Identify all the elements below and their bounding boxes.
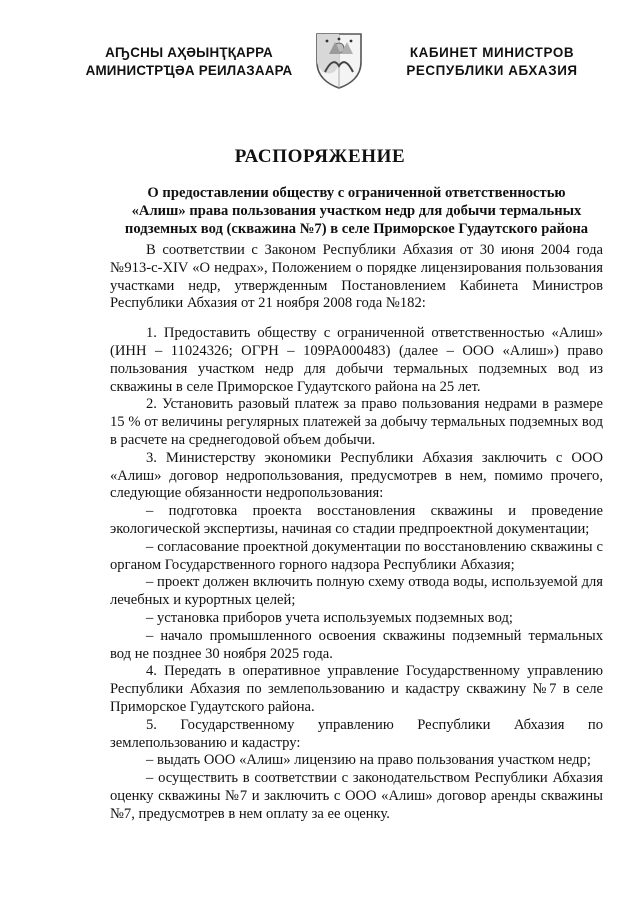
item-3-dash-1: – подготовка проекта восстановления скважины и проведение экологической экспертизы, начиная со стадии предпроектной документации; (110, 503, 603, 537)
subject-line: подземных вод (скважина №7) в селе Приморское Гудаутского района (124, 221, 589, 237)
item-3-dash-5: – начало промышленного освоения скважины подземный термальных вод не позднее 30 ноября 2025 года. (110, 627, 603, 662)
item-1-paragraph: 1. Предоставить обществу с ограниченной ответственностью «Алиш» (ИНН – 11024326; ОГРН – 109РА000483) (далее – ООО «Алиш») право пользования участком недр для добычи термальных подземных вод из скважины в селе Приморское Гудаутского района на 25 лет. (110, 325, 603, 395)
item-3-dash-3: – проект должен включить полную схему отвода воды, используемой для лечебных и курортных целей; (110, 574, 603, 609)
header-left (84, 44, 294, 80)
header-right (392, 44, 592, 80)
header-right-line2: РЕСПУБЛИКИ АБХАЗИЯ (406, 63, 578, 78)
item-4-paragraph: 4. Передать в оперативное управление Государственному управлению Республики Абхазия по землепользованию и кадастру скважину №7 в селе Приморское Гудаутского района. (110, 663, 603, 715)
document-body (110, 242, 603, 824)
item-3-dash-2: – согласование проектной документации по восстановлению скважины с органом Государственного горного надзора Республики Абхазия; (110, 538, 603, 573)
item-3-paragraph: 3. Министерству экономики Республики Абхазия заключить с ООО «Алиш» договор недропользования, предусмотрев в нем, помимо прочего, следующие обязанности недропользования: (110, 449, 603, 502)
item-5-dash-1: – выдать ООО «Алиш» лицензию на право пользования участком недр; (146, 752, 591, 769)
coat-of-arms-icon (315, 32, 363, 90)
document-subject (110, 184, 603, 238)
header-left-line1: АҦСНЫ АҲӘЫНҬҚАРРА (105, 45, 273, 60)
item-5-dash-2: – осуществить в соответствии с законодательством Республики Абхазия оценку скважины №7 и заключить с ООО «Алиш» договор аренды скважины №7, предусмотрев в нем оплату за ее оценку. (110, 770, 603, 822)
subject-line: О предоставлении обществу с ограниченной ответственностью (147, 185, 566, 201)
item-5-paragraph: 5. Государственному управлению Республики Абхазия по землепользованию и кадастру: (110, 716, 603, 751)
document-title: РАСПОРЯЖЕНИЕ (234, 146, 406, 167)
header-right-line1: КАБИНЕТ МИНИСТРОВ (409, 45, 575, 60)
header-left-line2: АМИНИСТРҴӘА РЕИЛАЗААРА (85, 63, 293, 78)
item-3-dash-4: – установка приборов учета используемых подземных вод; (146, 609, 513, 626)
item-2-paragraph: 2. Установить разовый платеж за право пользования недрами в размере 15 % от величины регулярных платежей за добычу термальных подземных вод в расчете на среднегодовой объем добычи. (110, 396, 603, 448)
subject-line: «Алиш» права пользования участком недр для добычи термальных (131, 203, 582, 219)
preamble-paragraph: В соответствии с Законом Республики Абхазия от 30 июня 2004 года №913-с-XIV «О недрах», Положением о порядке лицензирования пользования участками недр, утвержденным Постановлением Кабинета Министров Республики Абхазия от 21 ноября 2008 года №182: (110, 242, 603, 312)
